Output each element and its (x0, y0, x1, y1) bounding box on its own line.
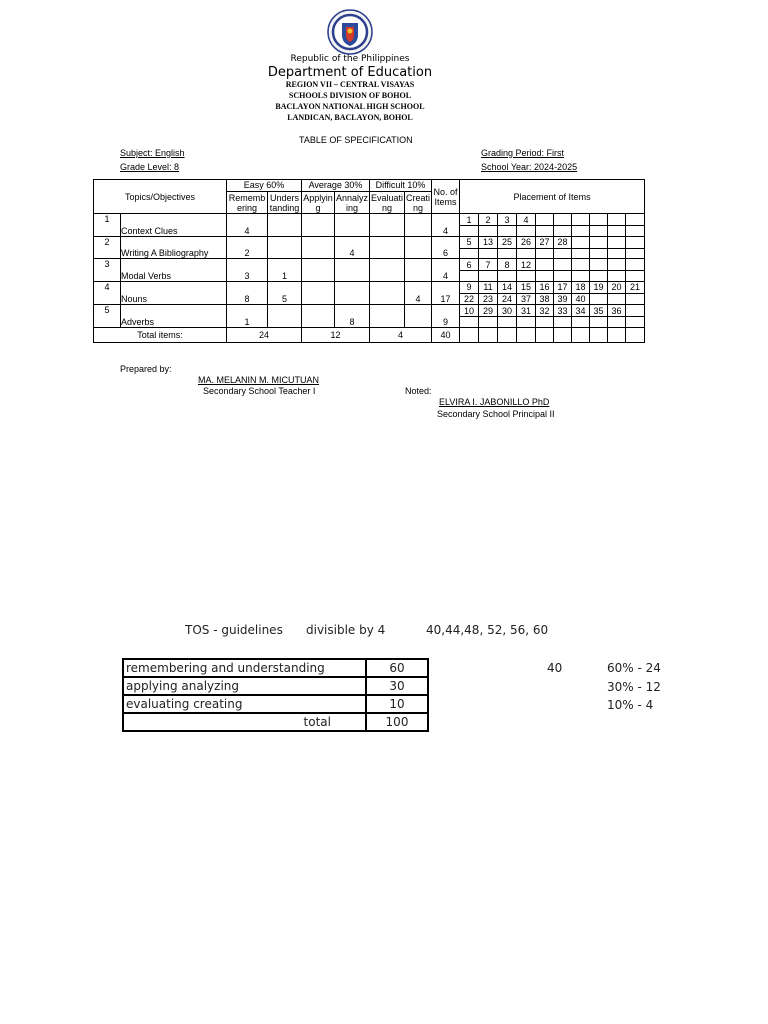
placement-cell (479, 248, 498, 259)
breakdown-easy: 60% - 24 (607, 661, 661, 675)
total-average: 12 (302, 327, 370, 342)
grading-period-label: Grading Period: First (481, 148, 565, 158)
guidelines-total-row (123, 713, 428, 731)
analyzing-cell: 8 (335, 305, 370, 328)
items-cell: 4 (432, 214, 460, 237)
applying-cell (302, 281, 335, 305)
placement-cell (590, 293, 608, 305)
creating-cell (405, 305, 432, 328)
placement-cell: 21 (626, 281, 645, 293)
breakdown-difficult: 10% - 4 (607, 698, 654, 712)
placement-cell: 31 (517, 305, 536, 317)
placement-cell: 32 (536, 305, 554, 317)
analyzing-cell (335, 259, 370, 282)
understanding-cell: 5 (268, 281, 302, 305)
placement-cell (554, 259, 572, 271)
placement-cell (517, 248, 536, 259)
header-school: BACLAYON NATIONAL HIGH SCHOOL (275, 102, 425, 111)
placement-cell (460, 327, 479, 342)
placement-cell: 28 (554, 236, 572, 248)
placement-cell (498, 327, 517, 342)
placement-cell: 7 (479, 259, 498, 271)
placement-cell (590, 214, 608, 226)
understanding-cell (268, 305, 302, 328)
header-division: SCHOOLS DIVISION OF BOHOL (288, 91, 412, 100)
header-republic: Republic of the Philippines (290, 54, 410, 64)
placement-cell (536, 248, 554, 259)
placement-cell: 11 (479, 281, 498, 293)
document-title: TABLE OF SPECIFICATION (299, 135, 413, 145)
placement-cell (460, 271, 479, 282)
topic-cell: Adverbs (121, 305, 227, 328)
placement-cell (608, 317, 626, 328)
placement-cell: 36 (608, 305, 626, 317)
evaluating-cell (370, 281, 405, 305)
topic-cell: Writing A Bibliography (121, 236, 227, 259)
placement-cell (536, 327, 554, 342)
placement-cell (626, 248, 645, 259)
placement-cell: 5 (460, 236, 479, 248)
placement-cell (590, 259, 608, 271)
header-region: REGION VII – CENTRAL VISAYAS (285, 80, 415, 89)
placement-header: Placement of Items (460, 180, 645, 214)
evaluating-cell (370, 305, 405, 328)
guidelines-row-label: applying analyzing (123, 677, 366, 695)
applying-cell (302, 305, 335, 328)
noter-title: Secondary School Principal II (437, 409, 555, 419)
guidelines-title: TOS - guidelines (185, 623, 283, 637)
understanding-cell: 1 (268, 259, 302, 282)
deped-seal-logo (327, 9, 373, 55)
row-number: 2 (94, 236, 121, 259)
guidelines-forty: 40 (547, 661, 563, 675)
placement-cell (572, 214, 590, 226)
placement-cell (626, 259, 645, 271)
placement-cell (479, 317, 498, 328)
evaluating-cell (370, 214, 405, 237)
placement-cell (572, 327, 590, 342)
total-easy: 24 (227, 327, 302, 342)
remembering-cell: 1 (227, 305, 268, 328)
guidelines-row (123, 695, 428, 713)
placement-cell (498, 271, 517, 282)
group-easy-header: Easy 60% (227, 180, 302, 192)
placement-cell (554, 327, 572, 342)
placement-cell: 3 (498, 214, 517, 226)
placement-cell: 30 (498, 305, 517, 317)
creating-header: Creati ng (406, 192, 431, 213)
creating-cell (405, 214, 432, 237)
guidelines-row (123, 659, 428, 677)
placement-cell: 27 (536, 236, 554, 248)
placement-cell: 10 (460, 305, 479, 317)
placement-cell: 40 (572, 293, 590, 305)
placement-cell (626, 271, 645, 282)
placement-cell (479, 271, 498, 282)
placement-cell (554, 271, 572, 282)
total-difficult: 4 (370, 327, 432, 342)
remembering-cell: 8 (227, 281, 268, 305)
remembering-cell: 3 (227, 259, 268, 282)
guidelines-row-value: 60 (366, 659, 428, 677)
placement-cell: 13 (479, 236, 498, 248)
placement-cell (498, 226, 517, 237)
placement-cell (626, 293, 645, 305)
placement-cell (498, 248, 517, 259)
evaluating-header: Evaluati ng (370, 192, 404, 213)
creating-cell: 4 (405, 281, 432, 305)
row-number: 3 (94, 259, 121, 282)
placement-cell (536, 259, 554, 271)
row-number: 4 (94, 281, 121, 305)
guidelines-row-value: 10 (366, 695, 428, 713)
placement-cell (590, 317, 608, 328)
row-number: 5 (94, 305, 121, 328)
placement-cell (554, 226, 572, 237)
guidelines-row-label: remembering and understanding (123, 659, 366, 677)
placement-cell (626, 214, 645, 226)
items-cell: 9 (432, 305, 460, 328)
items-cell: 4 (432, 259, 460, 282)
guidelines-values: 40,44,48, 52, 56, 60 (426, 623, 549, 637)
creating-cell (405, 259, 432, 282)
placement-cell (498, 317, 517, 328)
creating-cell (405, 236, 432, 259)
applying-cell (302, 236, 335, 259)
placement-cell (517, 271, 536, 282)
placement-cell (517, 317, 536, 328)
placement-cell: 17 (554, 281, 572, 293)
placement-cell (608, 293, 626, 305)
topic-cell: Nouns (121, 281, 227, 305)
placement-cell (554, 248, 572, 259)
prepared-by-label: Prepared by: (120, 364, 172, 374)
placement-cell (608, 248, 626, 259)
placement-cell (626, 317, 645, 328)
group-difficult-header: Difficult 10% (370, 180, 432, 192)
placement-cell: 34 (572, 305, 590, 317)
placement-cell: 18 (572, 281, 590, 293)
placement-cell (572, 271, 590, 282)
topic-cell: Context Clues (121, 214, 227, 237)
remembering-cell: 4 (227, 214, 268, 237)
placement-cell: 22 (460, 293, 479, 305)
noted-label: Noted: (405, 386, 432, 396)
placement-cell: 19 (590, 281, 608, 293)
analyzing-cell (335, 214, 370, 237)
total-items-label: Total items: (94, 327, 227, 342)
placement-cell (626, 226, 645, 237)
placement-cell (536, 214, 554, 226)
placement-cell (536, 226, 554, 237)
placement-cell (554, 214, 572, 226)
placement-cell (590, 271, 608, 282)
placement-cell (626, 327, 645, 342)
placement-cell: 1 (460, 214, 479, 226)
placement-cell (460, 226, 479, 237)
total-items: 40 (432, 327, 460, 342)
noter-name: ELVIRA I. JABONILLO PhD (439, 397, 550, 407)
preparer-name: MA. MELANIN M. MICUTUAN (198, 375, 320, 385)
understanding-cell (268, 214, 302, 237)
header-address: LANDICAN, BACLAYON, BOHOL (287, 113, 413, 122)
grade-level-label: Grade Level: 8 (120, 162, 180, 172)
placement-cell (608, 271, 626, 282)
tos-table (93, 179, 645, 343)
placement-cell: 35 (590, 305, 608, 317)
placement-cell: 26 (517, 236, 536, 248)
placement-cell (590, 226, 608, 237)
placement-cell: 8 (498, 259, 517, 271)
items-count-header: No. of Items (432, 180, 460, 214)
placement-cell: 14 (498, 281, 517, 293)
placement-cell (590, 236, 608, 248)
placement-cell (536, 271, 554, 282)
subject-label: Subject: English (120, 148, 185, 158)
placement-cell (608, 259, 626, 271)
placement-cell: 2 (479, 214, 498, 226)
placement-cell (608, 226, 626, 237)
placement-cell: 29 (479, 305, 498, 317)
placement-cell (626, 305, 645, 317)
topics-objectives-header: Topics/Objectives (94, 180, 227, 214)
placement-cell (590, 248, 608, 259)
preparer-title: Secondary School Teacher I (203, 386, 316, 396)
analyzing-cell (335, 281, 370, 305)
remembering-cell: 2 (227, 236, 268, 259)
applying-header: Applyin g (303, 192, 333, 213)
placement-cell: 33 (554, 305, 572, 317)
group-average-header: Average 30% (302, 180, 370, 192)
placement-cell (554, 317, 572, 328)
placement-cell: 25 (498, 236, 517, 248)
header-department: Department of Education (267, 65, 433, 80)
items-cell: 17 (432, 281, 460, 305)
placement-cell: 4 (517, 214, 536, 226)
placement-cell (572, 248, 590, 259)
guidelines-total-value: 100 (366, 713, 428, 731)
understanding-cell (268, 236, 302, 259)
placement-cell (460, 248, 479, 259)
placement-cell: 24 (498, 293, 517, 305)
row-number: 1 (94, 214, 121, 237)
placement-cell: 39 (554, 293, 572, 305)
placement-cell (536, 317, 554, 328)
placement-cell: 12 (517, 259, 536, 271)
analyzing-header: Annalyz ing (335, 192, 369, 213)
applying-cell (302, 259, 335, 282)
remembering-header: Rememb ering (227, 191, 268, 214)
guidelines-table (122, 658, 429, 732)
placement-cell: 38 (536, 293, 554, 305)
applying-cell (302, 214, 335, 237)
evaluating-cell (370, 236, 405, 259)
placement-cell: 15 (517, 281, 536, 293)
placement-cell (608, 236, 626, 248)
school-year-label: School Year: 2024-2025 (481, 162, 578, 172)
placement-cell: 20 (608, 281, 626, 293)
placement-cell (590, 327, 608, 342)
guidelines-divisible: divisible by 4 (306, 623, 386, 637)
placement-cell (572, 259, 590, 271)
placement-cell: 6 (460, 259, 479, 271)
guidelines-row-label: evaluating creating (123, 695, 366, 713)
placement-cell (572, 317, 590, 328)
placement-cell: 16 (536, 281, 554, 293)
placement-cell (572, 236, 590, 248)
placement-cell (608, 327, 626, 342)
placement-cell (626, 236, 645, 248)
placement-cell (572, 226, 590, 237)
understanding-header: Unders tanding (268, 191, 302, 214)
placement-cell: 9 (460, 281, 479, 293)
breakdown-average: 30% - 12 (607, 680, 661, 694)
placement-cell (479, 327, 498, 342)
evaluating-cell (370, 259, 405, 282)
analyzing-cell: 4 (335, 236, 370, 259)
placement-cell: 37 (517, 293, 536, 305)
items-cell: 6 (432, 236, 460, 259)
placement-cell (479, 226, 498, 237)
guidelines-row-value: 30 (366, 677, 428, 695)
placement-cell (517, 226, 536, 237)
placement-cell (460, 317, 479, 328)
guidelines-total-label: total (123, 713, 366, 731)
guidelines-row (123, 677, 428, 695)
topic-cell: Modal Verbs (121, 259, 227, 282)
placement-cell (517, 327, 536, 342)
placement-cell (608, 214, 626, 226)
placement-cell: 23 (479, 293, 498, 305)
